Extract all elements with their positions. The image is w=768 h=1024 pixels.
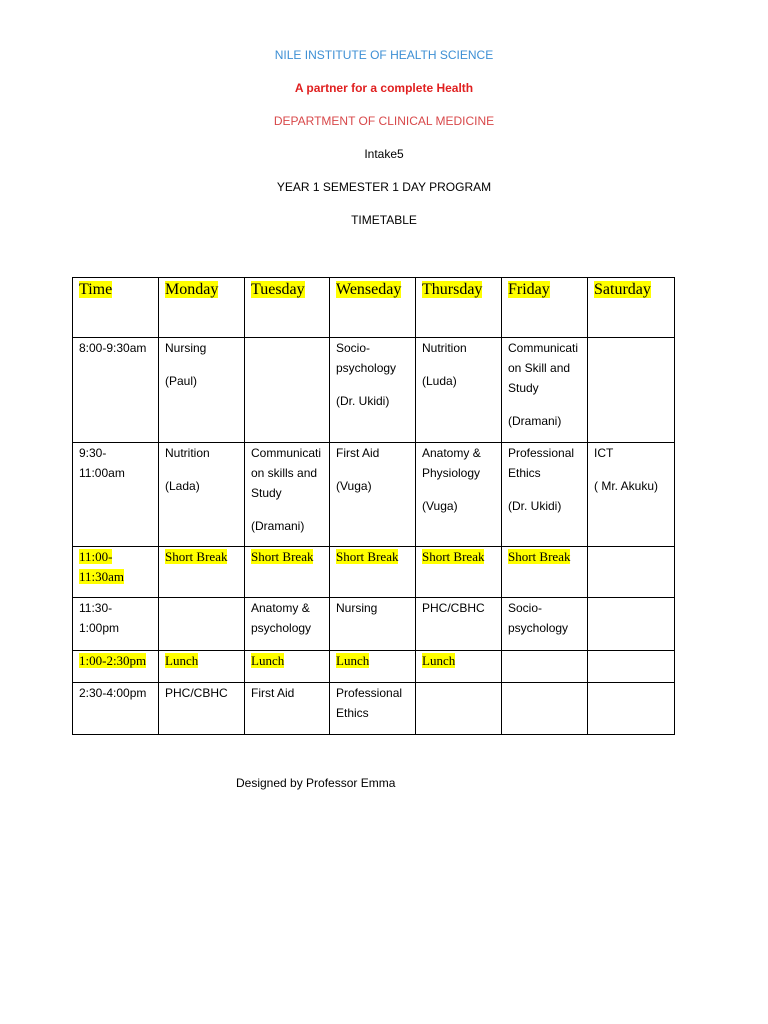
schedule-cell <box>245 547 330 598</box>
table-row <box>73 683 675 735</box>
course-name: Socio-psychology <box>508 601 569 635</box>
timetable-title: TIMETABLE <box>351 213 417 227</box>
schedule-cell <box>502 598 588 651</box>
time-cell <box>73 598 159 651</box>
break-label: Short Break <box>336 549 399 564</box>
course-name: Nutrition <box>165 446 210 460</box>
break-label: Short Break <box>422 549 485 564</box>
course-name: Nursing <box>165 341 207 355</box>
header-cell-saturday <box>588 278 675 338</box>
header-cell-friday <box>502 278 588 338</box>
lecturer-name: ( Mr. Akuku) <box>594 479 659 493</box>
course-name: Communication skills and Study <box>251 446 322 500</box>
header-label: Tuesday <box>251 281 305 298</box>
department-name: DEPARTMENT OF CLINICAL MEDICINE <box>273 114 495 128</box>
header-cell-thursday <box>416 278 502 338</box>
schedule-cell <box>330 338 416 443</box>
lecturer-name: (Paul) <box>165 374 198 388</box>
schedule-cell <box>502 651 588 683</box>
schedule-cell <box>416 547 502 598</box>
header-cell-tuesday <box>245 278 330 338</box>
course-name: Communication Skill and Study <box>508 341 579 395</box>
schedule-cell <box>330 443 416 547</box>
time-label: 11:00-11:30am <box>79 549 125 584</box>
lunch-label: Lunch <box>165 653 199 668</box>
table-row <box>73 598 675 651</box>
course-name: Anatomy & Physiology <box>422 446 481 480</box>
intake-label: Intake5 <box>364 147 404 161</box>
time-cell <box>73 443 159 547</box>
schedule-cell <box>588 651 675 683</box>
header-label: Time <box>79 281 113 298</box>
schedule-cell <box>502 683 588 735</box>
course-name: ICT <box>594 446 614 460</box>
schedule-cell <box>416 598 502 651</box>
lecturer-name: (Vuga) <box>422 499 458 513</box>
schedule-cell <box>588 598 675 651</box>
course-name: Anatomy & psychology <box>251 601 312 635</box>
lunch-label: Lunch <box>251 653 285 668</box>
schedule-cell <box>588 683 675 735</box>
course-name: PHC/CBHC <box>422 601 485 615</box>
time-cell <box>73 683 159 735</box>
time-label: 11:30-1:00pm <box>79 601 120 635</box>
tagline: A partner for a complete Health <box>294 81 474 95</box>
schedule-cell <box>330 547 416 598</box>
schedule-cell <box>588 338 675 443</box>
time-cell <box>73 651 159 683</box>
schedule-cell <box>502 338 588 443</box>
schedule-cell <box>502 547 588 598</box>
schedule-cell <box>245 443 330 547</box>
schedule-cell <box>416 443 502 547</box>
institute-name: NILE INSTITUTE OF HEALTH SCIENCE <box>274 48 494 62</box>
course-name: First Aid <box>251 686 295 700</box>
schedule-cell <box>159 598 245 651</box>
lecturer-name: (Dramani) <box>508 414 562 428</box>
schedule-cell <box>159 443 245 547</box>
time-label: 2:30-4:00pm <box>79 686 147 700</box>
lecturer-name: (Lada) <box>165 479 200 493</box>
schedule-cell <box>245 338 330 443</box>
header-cell-wednesday <box>330 278 416 338</box>
course-name: Nursing <box>336 601 378 615</box>
break-label: Short Break <box>508 549 571 564</box>
course-name: PHC/CBHC <box>165 686 228 700</box>
time-label: 8:00-9:30am <box>79 341 147 355</box>
schedule-cell <box>416 338 502 443</box>
schedule-cell <box>159 651 245 683</box>
schedule-cell <box>330 683 416 735</box>
lecturer-name: (Luda) <box>422 374 457 388</box>
header-label: Saturday <box>594 281 651 298</box>
table-row <box>73 547 675 598</box>
timetable-table <box>72 277 675 735</box>
schedule-cell <box>159 683 245 735</box>
schedule-cell <box>588 443 675 547</box>
course-name: Professional Ethics <box>336 686 403 720</box>
schedule-cell <box>245 651 330 683</box>
break-label: Short Break <box>165 549 228 564</box>
lecturer-name: (Dr. Ukidi) <box>508 499 562 513</box>
header-label: Wenseday <box>336 281 402 298</box>
break-label: Short Break <box>251 549 314 564</box>
course-name: Nutrition <box>422 341 467 355</box>
table-row <box>73 338 675 443</box>
header-label: Friday <box>508 281 550 298</box>
time-label: 1:00-2:30pm <box>79 653 147 668</box>
schedule-cell <box>416 651 502 683</box>
schedule-cell <box>159 547 245 598</box>
header-label: Monday <box>165 281 219 298</box>
schedule-cell <box>588 547 675 598</box>
designer-credit: Designed by Professor Emma <box>236 776 396 790</box>
lunch-label: Lunch <box>336 653 370 668</box>
lunch-label: Lunch <box>422 653 456 668</box>
schedule-cell <box>245 598 330 651</box>
time-label: 9:30-11:00am <box>79 446 125 480</box>
schedule-cell <box>502 443 588 547</box>
schedule-cell <box>330 651 416 683</box>
lecturer-name: (Dramani) <box>251 519 305 533</box>
schedule-cell <box>416 683 502 735</box>
schedule-cell <box>159 338 245 443</box>
schedule-cell <box>330 598 416 651</box>
header-cell-time <box>73 278 159 338</box>
table-row <box>73 651 675 683</box>
table-row <box>73 443 675 547</box>
time-cell <box>73 547 159 598</box>
header-cell-monday <box>159 278 245 338</box>
program-title: YEAR 1 SEMESTER 1 DAY PROGRAM <box>276 180 492 194</box>
lecturer-name: (Dr. Ukidi) <box>336 394 390 408</box>
header-label: Thursday <box>422 281 483 298</box>
header-row <box>73 278 675 338</box>
schedule-cell <box>245 683 330 735</box>
lecturer-name: (Vuga) <box>336 479 372 493</box>
course-name: Professional Ethics <box>508 446 575 480</box>
course-name: First Aid <box>336 446 380 460</box>
time-cell <box>73 338 159 443</box>
course-name: Socio-psychology <box>336 341 397 375</box>
